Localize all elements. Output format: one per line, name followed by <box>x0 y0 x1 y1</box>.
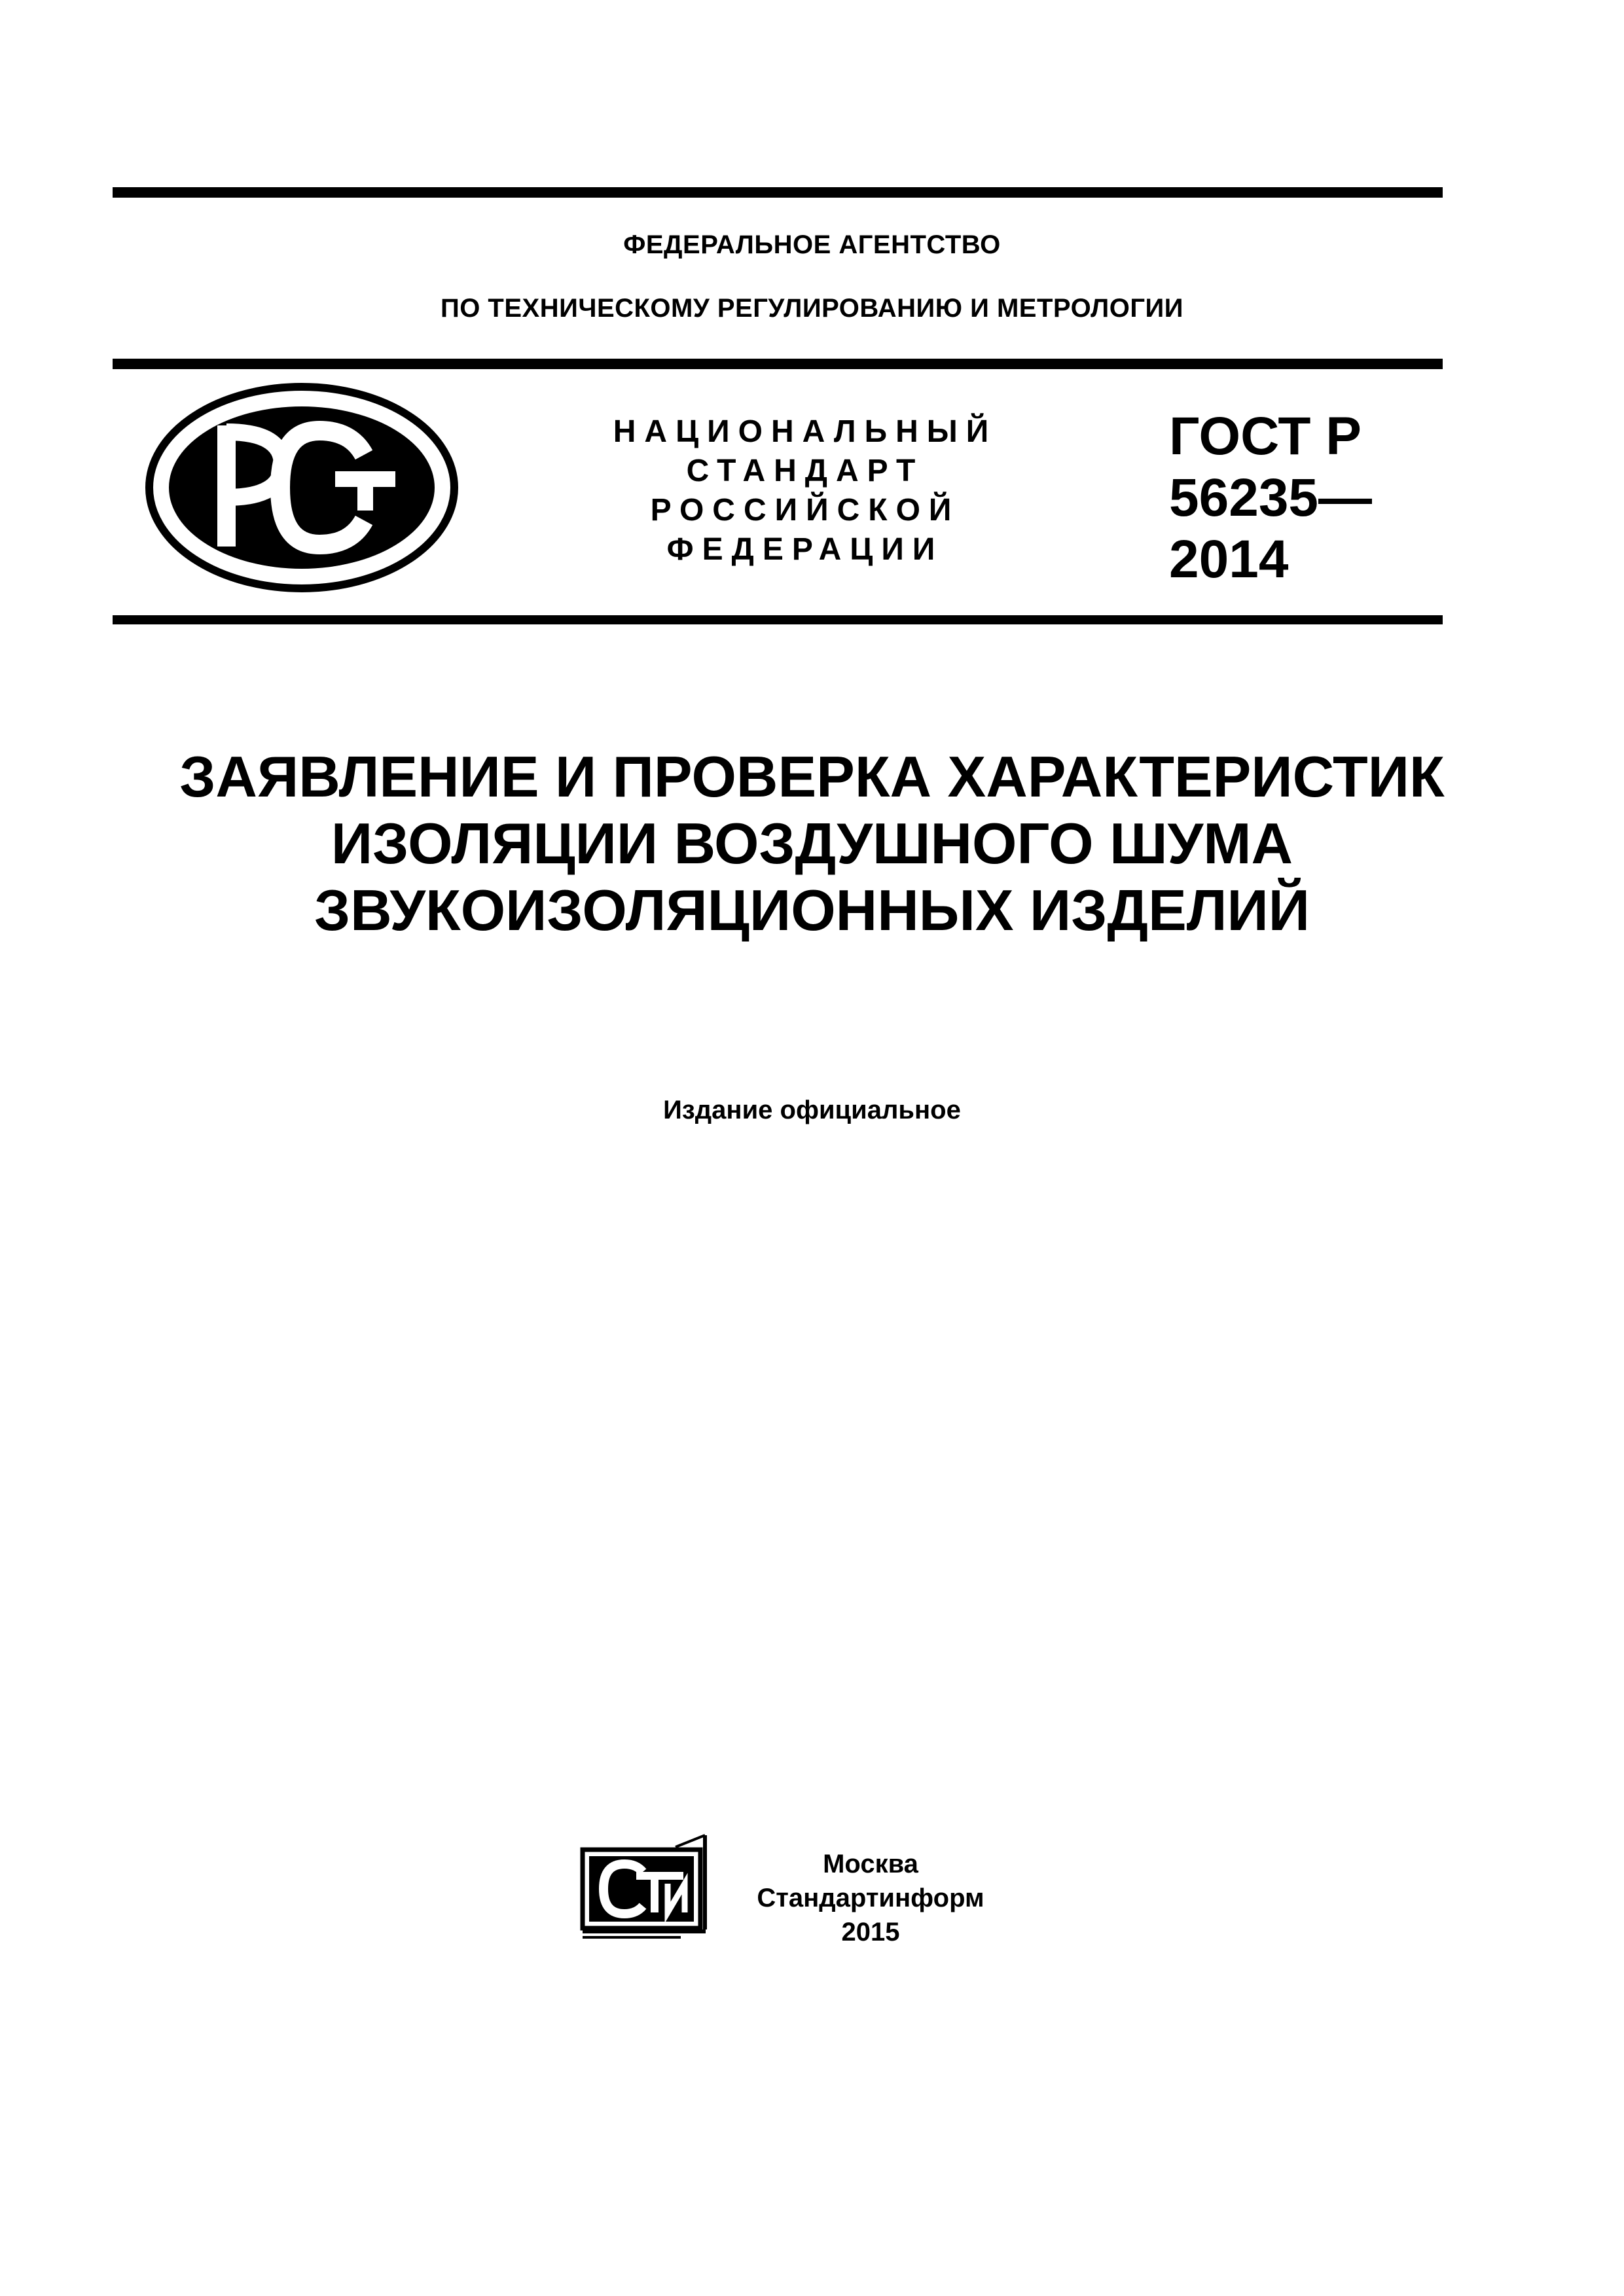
title-line-1: ЗАЯВЛЕНИЕ И ПРОВЕРКА ХАРАКТЕРИСТИК <box>179 744 1445 809</box>
standard-type-line-3: РОССИЙСКОЙ <box>650 493 960 528</box>
publisher-name: Стандартинформ <box>757 1884 984 1912</box>
header-rule <box>113 359 1443 369</box>
publisher-info <box>713 1847 1028 1949</box>
title-line-3: ЗВУКОИЗОЛЯЦИОННЫХ ИЗДЕЛИЙ <box>314 878 1310 942</box>
standartinform-logo <box>577 1831 719 1944</box>
agency-line-2: ПО ТЕХНИЧЕСКОМУ РЕГУЛИРОВАНИЮ И МЕТРОЛОГИИ <box>440 294 1184 323</box>
top-rule <box>113 187 1443 198</box>
publisher-year: 2015 <box>841 1918 900 1946</box>
document-title <box>0 744 1624 944</box>
gost-designation-line-2: 56235— <box>1169 468 1373 528</box>
standard-type-line-2: СТАНДАРТ <box>686 454 924 488</box>
publisher-city: Москва <box>823 1850 918 1878</box>
gost-designation-line-3: 2014 <box>1169 529 1289 589</box>
title-line-2: ИЗОЛЯЦИИ ВОЗДУШНОГО ШУМА <box>331 811 1293 876</box>
standard-type-line-4: ФЕДЕРАЦИИ <box>666 532 944 567</box>
standard-type <box>576 412 1034 569</box>
edition-label: Издание официальное <box>663 1096 961 1124</box>
gost-designation-line-1: ГОСТ Р <box>1169 406 1362 466</box>
rst-logo <box>141 380 462 596</box>
agency-line-1: ФЕДЕРАЛЬНОЕ АГЕНТСТВО <box>623 230 1001 259</box>
gost-designation <box>1169 406 1372 590</box>
standard-type-line-1: НАЦИОНАЛЬНЫЙ <box>613 414 998 449</box>
lower-rule <box>113 615 1443 624</box>
